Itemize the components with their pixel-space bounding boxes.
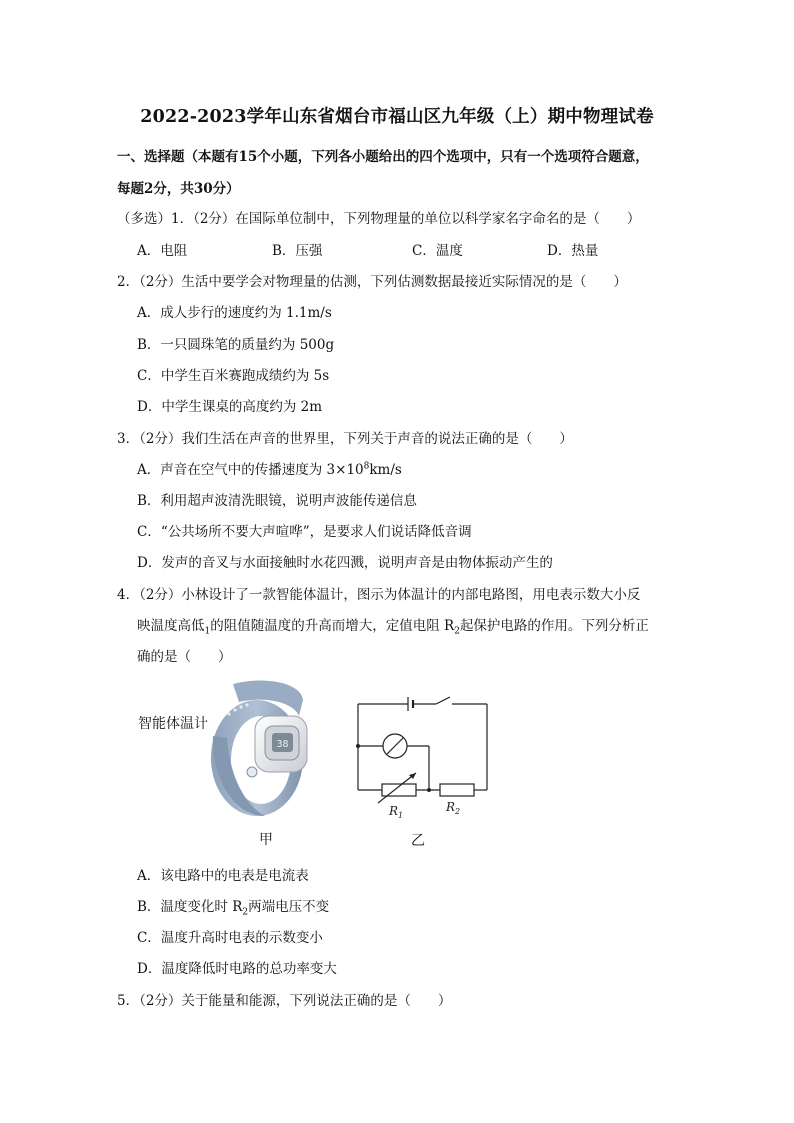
question-1-stem: （多选）1．（2分）在国际单位制中，下列物理量的单位以科学家名字命名的是（ ） [117, 211, 641, 227]
q3-option-a-pre: A．声音在空气中的传播速度为 3×10 [137, 462, 364, 478]
switch-lever [436, 697, 450, 704]
q4-line2-c: 起保护电路的作用。下列分析正 [459, 618, 649, 634]
q1-option-c: C．温度 [412, 243, 463, 259]
thermometer-caption: 智能体温计 [138, 716, 208, 732]
q2-option-b: B．一只圆珠笔的质量约为 500g [137, 337, 335, 353]
q4-option-d: D．温度降低时电路的总功率变大 [137, 961, 337, 977]
question-4-line3: 确的是（ ） [137, 649, 232, 665]
page-title: 2022-2023学年山东省烟台市福山区九年级（上）期中物理试卷 [140, 107, 654, 127]
question-4-line1: 4．（2分）小林设计了一款智能体温计，图示为体温计的内部电路图，用电表示数大小反 [117, 587, 641, 603]
thermometer-screen-reading: 38 [276, 739, 289, 750]
r2-label: $R_2$ [446, 800, 461, 816]
figure-label-jia: 甲 [259, 832, 273, 848]
q2-option-a: A．成人步行的速度约为 1.1m/s [137, 305, 332, 321]
q4-option-b-sub: 2 [242, 907, 249, 918]
q3-option-a [137, 458, 402, 478]
q4-option-c: C．温度升高时电表的示数变小 [137, 930, 323, 946]
q4-option-a: A．该电路中的电表是电流表 [137, 868, 309, 884]
q4-line2-sub1: 1 [204, 626, 211, 637]
q4-option-b [137, 895, 329, 918]
q2-option-d: D．中学生课桌的高度约为 2m [137, 399, 323, 415]
resistor-r2 [440, 784, 474, 796]
q4-line2-b: 的阻值随温度的升高而增大，定值电阻 R [210, 618, 455, 634]
question-5-stem: 5．（2分）关于能量和能源，下列说法正确的是（ ） [117, 993, 452, 1009]
q3-option-a-post: km/s [369, 462, 402, 478]
junction-dot [427, 788, 431, 792]
junction-dot [356, 744, 360, 748]
q4-option-b-pre: B．温度变化时 R [137, 899, 243, 915]
thermistor-arrow-line [378, 773, 416, 803]
circuit-diagram [350, 692, 495, 822]
q2-option-c: C．中学生百米赛跑成绩约为 5s [137, 368, 330, 384]
question-2-stem: 2．（2分）生活中要学会对物理量的估测，下列估测数据最接近实际情况的是（ ） [117, 274, 627, 290]
section-heading-line1: 一、选择题（本题有15个小题，下列各小题给出的四个选项中，只有一个选项符合题意， [117, 149, 649, 165]
q4-option-b-post: 两端电压不变 [248, 899, 330, 915]
q3-option-d: D．发声的音叉与水面接触时水花四溅，说明声音是由物体振动产生的 [137, 555, 553, 571]
figure-label-yi: 乙 [411, 833, 425, 849]
q4-line2-sub2: 2 [454, 626, 460, 637]
q4-line2-a: 映温度高低 [137, 618, 205, 634]
q3-option-c: C．“公共场所不要大声喧哗”，是要求人们说话降低音调 [137, 524, 472, 540]
section-heading-line2: 每题2分，共30分） [117, 181, 240, 197]
q1-option-a: A．电阻 [137, 243, 188, 259]
question-3-stem: 3．（2分）我们生活在声音的世界里，下列关于声音的说法正确的是（ ） [117, 431, 573, 447]
q3-option-b: B．利用超声波清洗眼镜，说明声波能传递信息 [137, 493, 417, 509]
r1-label: $R_1$ [389, 804, 404, 820]
q3-option-a-exponent: 8 [363, 461, 370, 472]
smart-thermometer-illustration [203, 676, 317, 820]
q1-option-b: B．压强 [272, 243, 323, 259]
question-4-line2 [137, 614, 649, 637]
q1-option-d: D．热量 [547, 243, 599, 259]
